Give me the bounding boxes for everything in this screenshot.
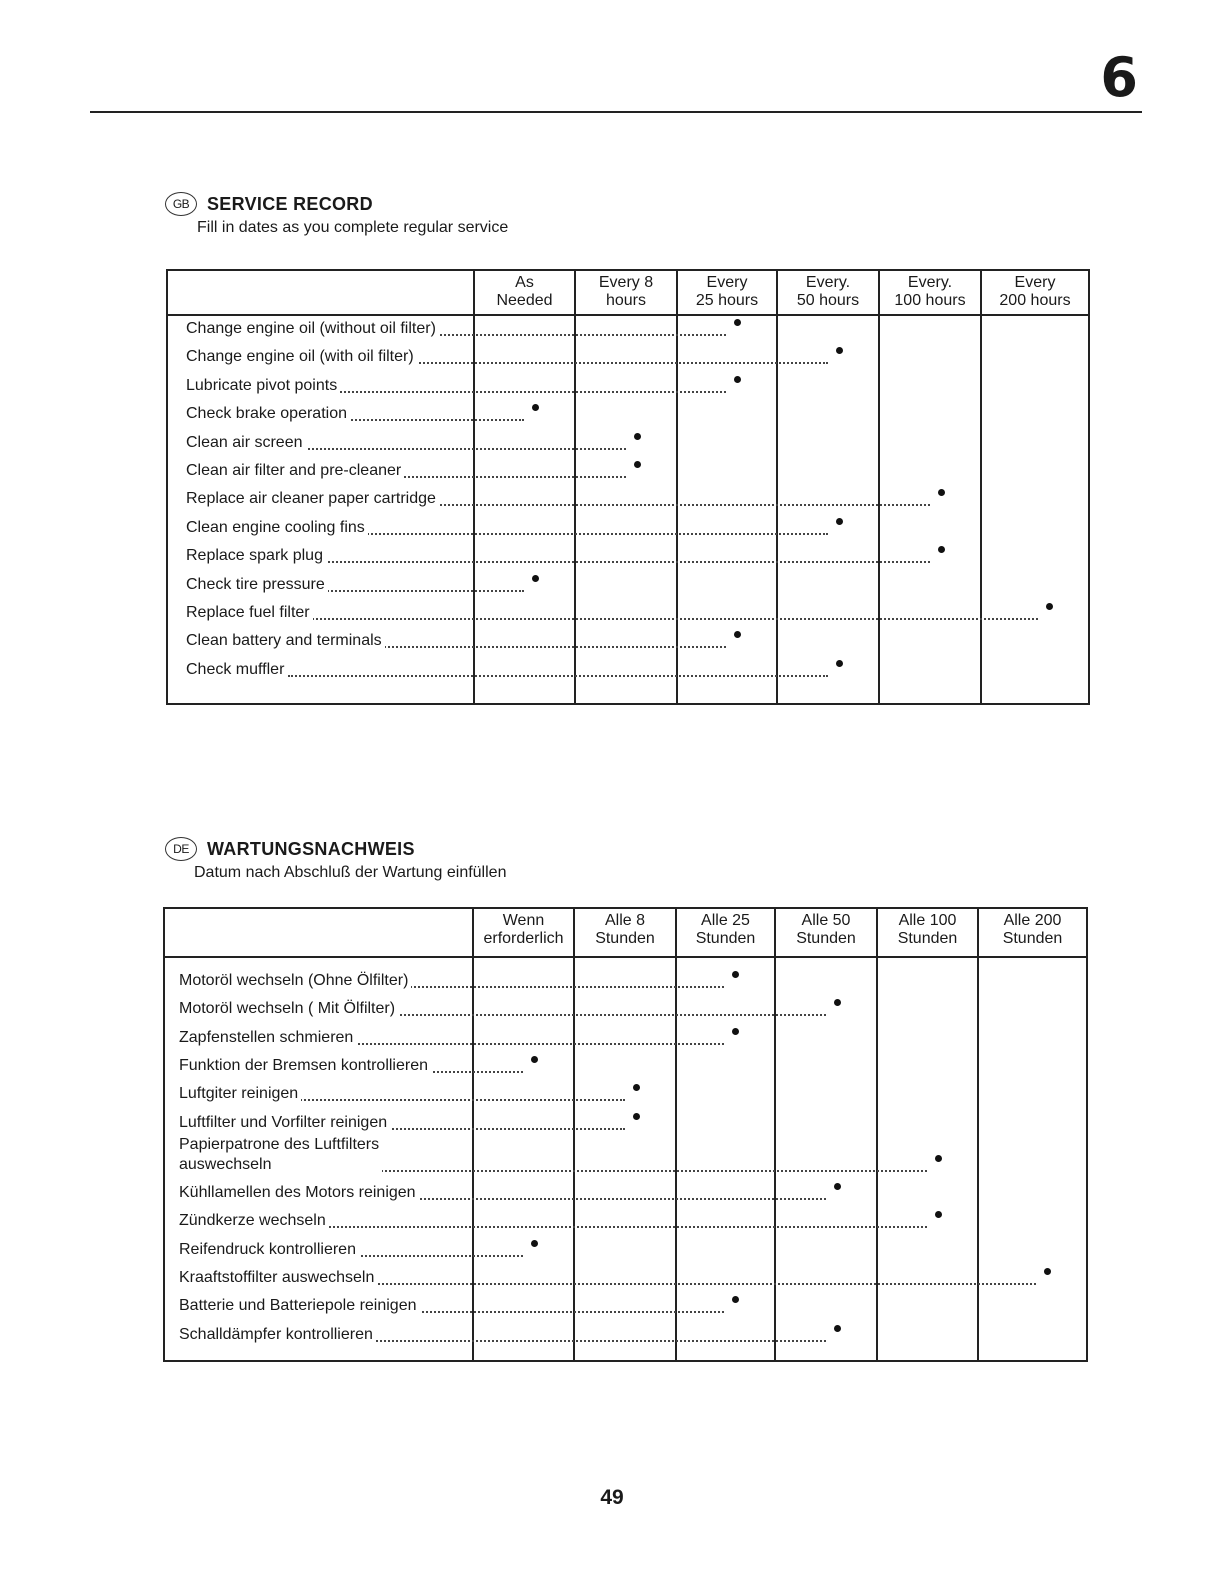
column-header-line1: Every bbox=[1014, 274, 1056, 291]
interval-marker bbox=[532, 404, 539, 411]
column-header-line2: 50 hours bbox=[796, 292, 860, 309]
dot-leader bbox=[288, 675, 828, 677]
interval-marker bbox=[834, 1325, 841, 1332]
table-row bbox=[165, 1264, 1086, 1292]
interval-marker bbox=[734, 631, 741, 638]
task-label: Batterie und Batteriepole reinigen bbox=[179, 1296, 420, 1316]
task-label: Zündkerze wechseln bbox=[179, 1211, 329, 1231]
column-header-line1: Alle 25 bbox=[701, 912, 750, 929]
interval-marker bbox=[834, 1183, 841, 1190]
column-header-line2: erforderlich bbox=[483, 930, 564, 947]
task-label: Motoröl wechseln ( Mit Ölfilter) bbox=[179, 999, 398, 1019]
table-row bbox=[168, 372, 1088, 400]
dot-leader bbox=[285, 1099, 625, 1101]
column-header-line2: Stunden bbox=[796, 930, 856, 947]
interval-marker bbox=[836, 347, 843, 354]
interval-marker bbox=[531, 1056, 538, 1063]
table-row bbox=[168, 656, 1088, 684]
column-header bbox=[776, 912, 876, 948]
task-label: Clean engine cooling fins bbox=[186, 518, 368, 538]
task-label bbox=[179, 1135, 382, 1175]
column-header-line2: Stunden bbox=[1002, 930, 1063, 947]
table-row bbox=[165, 1024, 1086, 1052]
column-header bbox=[678, 274, 776, 310]
task-label: Luftfilter und Vorfilter reinigen bbox=[179, 1113, 390, 1133]
table-row bbox=[168, 599, 1088, 627]
interval-marker bbox=[1046, 603, 1053, 610]
table-row bbox=[165, 1207, 1086, 1235]
section-subtitle: Datum nach Abschluß der Wartung einfüllen bbox=[194, 864, 507, 881]
table-row bbox=[165, 1052, 1086, 1080]
column-header-line1: Alle 200 bbox=[1003, 912, 1062, 929]
column-header bbox=[475, 274, 574, 310]
table-row bbox=[165, 1292, 1086, 1320]
task-label: Clean air filter and pre-cleaner bbox=[186, 461, 404, 481]
column-header-line2: 100 hours bbox=[894, 292, 966, 309]
dot-leader bbox=[288, 391, 726, 393]
interval-marker bbox=[734, 376, 741, 383]
task-label: Funktion der Bremsen kontrollieren bbox=[179, 1056, 431, 1076]
table-row bbox=[165, 967, 1086, 995]
column-header-line2: Stunden bbox=[695, 930, 756, 947]
table-row bbox=[165, 1109, 1086, 1137]
column-header bbox=[982, 274, 1088, 310]
interval-marker bbox=[836, 660, 843, 667]
dot-leader bbox=[288, 533, 828, 535]
table-row bbox=[168, 514, 1088, 542]
column-header-line1: Alle 50 bbox=[801, 912, 851, 929]
column-header bbox=[677, 912, 774, 948]
task-label: Luftgiter reinigen bbox=[179, 1084, 301, 1104]
dot-leader bbox=[288, 448, 626, 450]
task-label: Change engine oil (without oil filter) bbox=[186, 319, 439, 339]
task-label-line1: Papierpatrone des Luftfilters bbox=[179, 1135, 380, 1153]
task-label: Clean air screen bbox=[186, 433, 306, 453]
column-header bbox=[575, 912, 675, 948]
section-heading bbox=[165, 837, 415, 861]
task-label: Replace spark plug bbox=[186, 546, 326, 566]
dot-leader bbox=[288, 561, 930, 563]
table-row bbox=[168, 542, 1088, 570]
column-header-line1: Wenn bbox=[502, 912, 545, 929]
interval-marker bbox=[633, 1084, 640, 1091]
chapter-number: 6 bbox=[1100, 46, 1138, 109]
table-row bbox=[168, 343, 1088, 371]
column-header-line2: Needed bbox=[496, 292, 553, 309]
interval-marker bbox=[531, 1240, 538, 1247]
table-row bbox=[165, 1080, 1086, 1108]
column-header-line1: Alle 8 bbox=[604, 912, 646, 929]
table-row bbox=[165, 995, 1086, 1023]
service-table bbox=[163, 907, 1088, 1362]
task-label-line2: auswechseln bbox=[179, 1155, 272, 1173]
interval-marker bbox=[935, 1155, 942, 1162]
column-header-line1: Every. bbox=[907, 274, 953, 291]
interval-marker bbox=[836, 518, 843, 525]
task-label: Check tire pressure bbox=[186, 575, 328, 595]
task-label: Motoröl wechseln (Ohne Ölfilter) bbox=[179, 971, 411, 991]
column-header-line1: Every. bbox=[805, 274, 851, 291]
table-row bbox=[168, 627, 1088, 655]
task-label: Replace fuel filter bbox=[186, 603, 313, 623]
section-subtitle: Fill in dates as you complete regular service bbox=[197, 219, 509, 236]
column-header-line1: As bbox=[515, 274, 534, 291]
language-badge: GB bbox=[165, 192, 197, 216]
column-header-line2: Stunden bbox=[897, 930, 958, 947]
section-title: WARTUNGSNACHWEIS bbox=[207, 838, 415, 859]
column-header bbox=[878, 912, 977, 948]
language-badge: DE bbox=[165, 837, 197, 861]
interval-marker bbox=[732, 1296, 739, 1303]
header-divider bbox=[165, 956, 1086, 958]
table-row bbox=[168, 400, 1088, 428]
table-row bbox=[168, 429, 1088, 457]
interval-marker bbox=[732, 1028, 739, 1035]
task-label: Check brake operation bbox=[186, 404, 350, 424]
column-header-line2: Stunden bbox=[595, 930, 655, 947]
task-label: Zapfenstellen schmieren bbox=[179, 1028, 356, 1048]
table-row bbox=[165, 1236, 1086, 1264]
section-title: SERVICE RECORD bbox=[207, 193, 373, 214]
column-header bbox=[474, 912, 573, 948]
task-label: Lubricate pivot points bbox=[186, 376, 340, 396]
dot-leader bbox=[288, 618, 1038, 620]
interval-marker bbox=[734, 319, 741, 326]
page-number: 49 bbox=[600, 1486, 624, 1509]
task-label: Kraaftstoffilter auswechseln bbox=[179, 1268, 377, 1288]
interval-marker bbox=[532, 575, 539, 582]
column-header bbox=[880, 274, 980, 310]
service-table bbox=[166, 269, 1090, 705]
section-heading bbox=[165, 192, 373, 216]
interval-marker bbox=[634, 461, 641, 468]
task-label: Schalldämpfer kontrollieren bbox=[179, 1325, 376, 1345]
column-header-line2: hours bbox=[605, 292, 647, 309]
task-label: Kühllamellen des Motors reinigen bbox=[179, 1183, 419, 1203]
column-header-line1: Every bbox=[706, 274, 748, 291]
table-row bbox=[165, 1137, 1086, 1179]
column-header bbox=[576, 274, 676, 310]
interval-marker bbox=[834, 999, 841, 1006]
task-label: Change engine oil (with oil filter) bbox=[186, 347, 417, 367]
column-header-line1: Every 8 bbox=[598, 274, 654, 291]
table-row bbox=[168, 485, 1088, 513]
column-header bbox=[979, 912, 1086, 948]
table-row bbox=[168, 571, 1088, 599]
dot-leader bbox=[285, 1226, 927, 1228]
interval-marker bbox=[633, 1113, 640, 1120]
column-header-line1: Alle 100 bbox=[898, 912, 957, 929]
task-label: Reifendruck kontrollieren bbox=[179, 1240, 359, 1260]
interval-marker bbox=[634, 433, 641, 440]
interval-marker bbox=[935, 1211, 942, 1218]
interval-marker bbox=[938, 546, 945, 553]
task-label: Check muffler bbox=[186, 660, 287, 680]
interval-marker bbox=[732, 971, 739, 978]
interval-marker bbox=[938, 489, 945, 496]
interval-marker bbox=[1044, 1268, 1051, 1275]
column-header-line2: 25 hours bbox=[695, 292, 759, 309]
column-header-line2: 200 hours bbox=[999, 292, 1071, 309]
dot-leader bbox=[285, 1283, 1036, 1285]
table-row bbox=[168, 457, 1088, 485]
table-row bbox=[168, 315, 1088, 343]
task-label: Replace air cleaner paper cartridge bbox=[186, 489, 439, 509]
header-rule bbox=[90, 111, 1142, 113]
table-row bbox=[165, 1321, 1086, 1349]
column-header bbox=[778, 274, 878, 310]
table-row bbox=[165, 1179, 1086, 1207]
task-label: Clean battery and terminals bbox=[186, 631, 385, 651]
